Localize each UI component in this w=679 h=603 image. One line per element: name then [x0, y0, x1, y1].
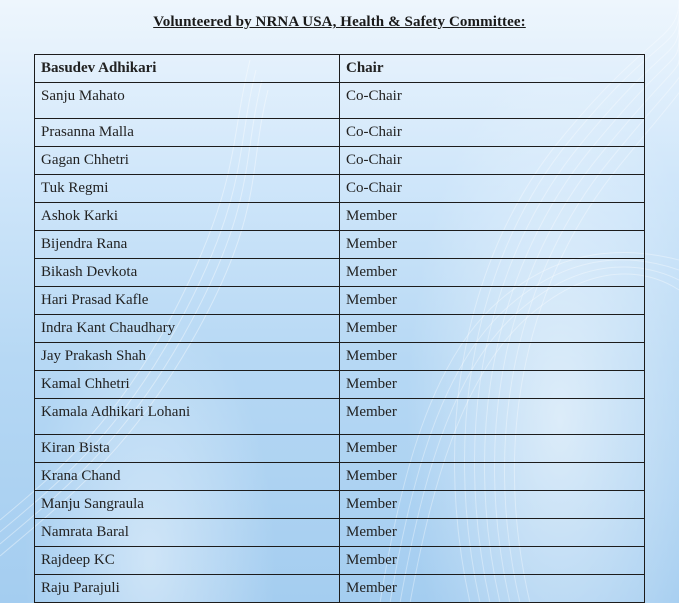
member-name-cell: Bikash Devkota [35, 259, 340, 287]
member-role-cell: Member [340, 287, 645, 315]
member-role-cell: Member [340, 575, 645, 603]
table-row [35, 315, 645, 343]
member-role-cell: Member [340, 399, 645, 435]
member-role-cell: Member [340, 259, 645, 287]
member-name-cell: Krana Chand [35, 463, 340, 491]
member-role-cell: Member [340, 343, 645, 371]
committee-table [34, 54, 645, 603]
member-name-cell: Raju Parajuli [35, 575, 340, 603]
page-heading: Volunteered by NRNA USA, Health & Safety Committee: [153, 14, 526, 30]
member-role-cell: Co-Chair [340, 175, 645, 203]
member-name-cell: Namrata Baral [35, 519, 340, 547]
member-role-cell: Member [340, 435, 645, 463]
member-name-cell: Kiran Bista [35, 435, 340, 463]
table-row [35, 203, 645, 231]
member-role-cell: Co-Chair [340, 119, 645, 147]
member-role-cell: Member [340, 203, 645, 231]
member-name-cell: Gagan Chhetri [35, 147, 340, 175]
table-row [35, 343, 645, 371]
member-name-cell: Rajdeep KC [35, 547, 340, 575]
table-row [35, 287, 645, 315]
table-row [35, 463, 645, 491]
member-role-cell: Co-Chair [340, 83, 645, 119]
member-name-cell: Tuk Regmi [35, 175, 340, 203]
header-name-cell: Basudev Adhikari [35, 55, 340, 83]
table-header-row [35, 55, 645, 83]
member-name-cell: Sanju Mahato [35, 83, 340, 119]
table-row [35, 231, 645, 259]
member-name-cell: Indra Kant Chaudhary [35, 315, 340, 343]
member-name-cell: Kamala Adhikari Lohani [35, 399, 340, 435]
member-role-cell: Member [340, 547, 645, 575]
table-row [35, 83, 645, 119]
member-role-cell: Member [340, 519, 645, 547]
table-row [35, 175, 645, 203]
member-role-cell: Co-Chair [340, 147, 645, 175]
member-role-cell: Member [340, 231, 645, 259]
member-role-cell: Member [340, 491, 645, 519]
table-row [35, 435, 645, 463]
table-row [35, 259, 645, 287]
table-row [35, 119, 645, 147]
table-row [35, 547, 645, 575]
table-row [35, 575, 645, 603]
table-row [35, 399, 645, 435]
member-role-cell: Member [340, 315, 645, 343]
table-row [35, 519, 645, 547]
table-row [35, 491, 645, 519]
member-name-cell: Jay Prakash Shah [35, 343, 340, 371]
member-name-cell: Ashok Karki [35, 203, 340, 231]
member-name-cell: Hari Prasad Kafle [35, 287, 340, 315]
member-name-cell: Kamal Chhetri [35, 371, 340, 399]
member-name-cell: Prasanna Malla [35, 119, 340, 147]
table-row [35, 147, 645, 175]
member-name-cell: Manju Sangraula [35, 491, 340, 519]
member-name-cell: Bijendra Rana [35, 231, 340, 259]
member-role-cell: Member [340, 463, 645, 491]
table-row [35, 371, 645, 399]
member-role-cell: Member [340, 371, 645, 399]
header-role-cell: Chair [340, 55, 645, 83]
